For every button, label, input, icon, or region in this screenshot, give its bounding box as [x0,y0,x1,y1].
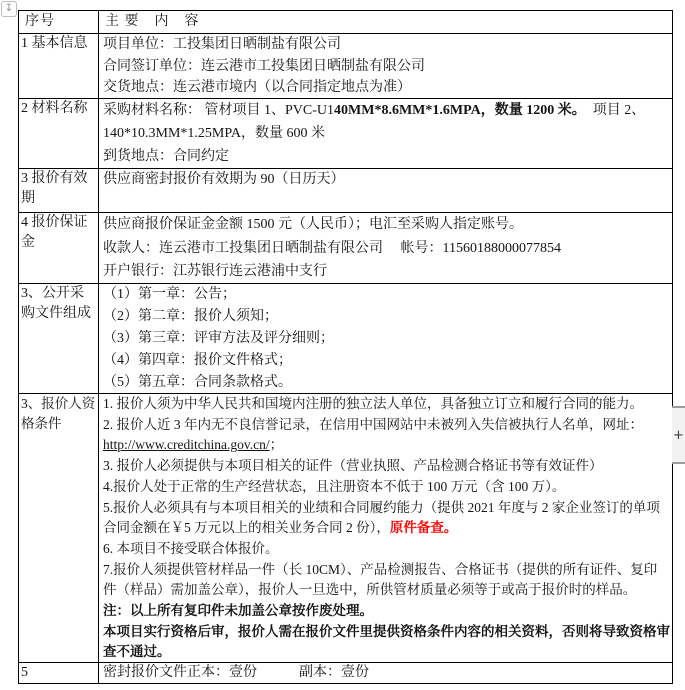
content-cell [99,394,673,663]
paragraph [103,435,670,456]
text-segment: 采购材料名称： 管材项目 1、PVC-U1 [103,103,335,118]
paragraph: 1. 报价人须为中华人民共和国境内注册的独立法人单位，具备独立订立和履行合同的能力。 [103,396,643,411]
paragraph: （1）第一章：公告； [103,287,236,302]
paragraph: 6. 本项目不接受联合体报价。 [103,540,279,556]
seq-cell [19,394,99,663]
row-label: 5 [21,665,28,680]
paragraph: （4）第四章：报价文件格式； [103,353,292,368]
seq-cell [19,284,99,394]
table-header-row [19,11,673,34]
paragraph: 到货地点：合同约定 [103,149,229,164]
paragraph: 收款人：连云港市工投集团日晒制盐有限公司 帐号：11560188000077854 [103,240,561,256]
paragraph: 3. 报价人必须提供与本项目相关的证件（营业执照、产品检测合格证书等有效证件） [103,458,603,474]
table-row [19,663,673,684]
paragraph: 交货地点：连云港市境内（以合同指定地点为准） [103,80,411,95]
paragraph: 供应商密封报价有效期为 90（日历天） [103,172,345,187]
row-label: 4 报价保证金 [21,215,88,250]
header-content-label: 主 要 内 容 [105,14,200,29]
header-seq-cell [19,11,99,34]
row-label: 3、公开采购文件组成 [21,286,91,321]
paragraph: （2）第二章：报价人须知； [103,309,278,324]
add-row-plus-button[interactable] [672,406,685,464]
paragraph: （3）第三章：评审方法及评分细则； [103,331,334,346]
note-paragraph: 本项目实行资格后审，报价人需在报价文件里提供资格条件内容的相关资料，否则将导致资格审查不通过。 [103,623,670,660]
header-content-cell [99,11,673,34]
content-cell [99,34,673,99]
text-segment: ； [269,437,284,453]
content-cell [99,213,673,284]
creditchina-url-link[interactable]: http://www.creditchina.gov.cn/ [103,437,270,453]
table-row [19,99,673,169]
seq-cell [19,99,99,169]
table-anchor-handle[interactable] [1,1,17,17]
note-paragraph: 注：以上所有复印件未加盖公章按作废处理。 [103,603,373,619]
table-row [19,169,673,213]
paragraph: 开户银行：江苏银行连云港浦中支行 [103,264,327,279]
text-segment-bold: 40MM*8.6MM*1.6MPA，数量 1200 米。 [334,103,579,118]
table-row [19,213,673,284]
table-row [19,284,673,394]
original-for-inspection-note: 原件备查。 [389,520,458,536]
row-label: 2 材料名称 [21,101,88,116]
paragraph: 合同签订单位：连云港市工投集团日晒制盐有限公司 [103,58,425,74]
row-label: 1 基本信息 [21,36,88,51]
text-segment: 5.报价人必须具有与本项目相关的业绩和合同履约能力（提供 2021 年度与 2 家企业签订的单项合同金额在￥5 万元以上的相关业务合同 2 份）， [103,499,660,536]
table-row [19,394,673,663]
content-cell [99,99,673,169]
header-seq-label: 序号 [25,14,55,29]
paragraph: 供应商报价保证金金额 1500 元（人民币）；电汇至采购人指定账号。 [103,217,523,232]
text-segment: 项目 2、140*10.3MM*1.25MPA，数量 600 米 [103,103,646,141]
seq-cell [19,213,99,284]
paragraph: 7.报价人须提供管材样品一件（长 10CM）、产品检测报告、合格证书（提供的所有证件、复印件（样品）需加盖公章），报价人一旦选中，所供管材质量必须等于或高于报价时的样品。 [103,561,658,598]
plus-icon: + [673,427,684,443]
seq-cell [19,34,99,99]
text-segment: 2. 报价人近 3 年内无不良信誉记录，在信用中国网站中未被列入失信被执行人名单，网址： [103,416,643,432]
content-cell [99,169,673,213]
content-cell [99,284,673,394]
paragraph: 项目单位：工投集团日晒制盐有限公司 [103,37,341,52]
row-label: 3、报价人资格条件 [21,396,96,431]
table-row [19,34,673,99]
paragraph: （5）第五章：合同条款格式。 [103,375,292,390]
procurement-summary-table [18,10,673,684]
content-cell [99,663,673,684]
paragraph: 密封报价文件正本：壹份 副本：壹份 [103,665,369,680]
seq-cell [19,663,99,684]
paragraph: 4.报价人处于正常的生产经营状态，且注册资本不低于 100 万元（含 100 万）。 [103,478,566,494]
paragraph [103,99,670,145]
anchor-down-arrow-icon: ↧ [4,3,14,14]
row-label: 3 报价有效期 [21,171,88,206]
paragraph [103,498,670,539]
paragraph [103,415,670,436]
seq-cell [19,169,99,213]
